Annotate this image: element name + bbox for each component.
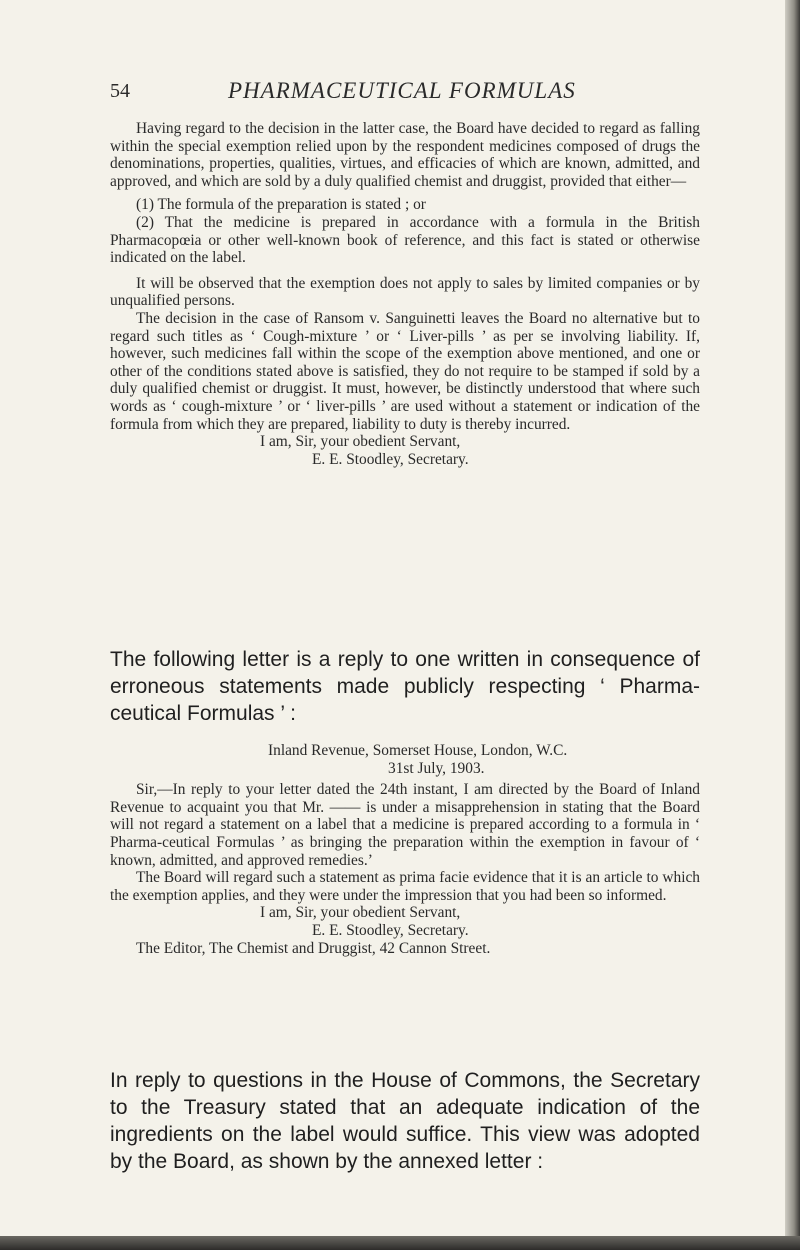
letter1-item1: (1) The formula of the preparation is stated ; or (136, 196, 426, 214)
page-header (110, 74, 710, 108)
letter2-closing: I am, Sir, your obedient Servant, (260, 904, 461, 922)
letter1-item2: (2) That the medicine is prepared in accordance with a formula in the British Pharmacopœia or other well-known book of reference, and this fact is stated or otherwise indicated on the label. (110, 213, 700, 267)
letter1-paragraph2: It will be observed that the exemption does not apply to sales by limited companies or by unqualified persons. (110, 274, 700, 310)
letter2-addressee: The Editor, The Chemist and Druggist, 42 Cannon Street. (136, 939, 491, 957)
intro-two (110, 1067, 700, 1175)
running-head: PHARMACEUTICAL FORMULAS (228, 78, 576, 103)
intro1-text: The following letter is a reply to one written in consequence of erroneous statements made publicly respecting ‘ Pharma-ceutical Formulas ’ : (110, 648, 700, 725)
page-number: 54 (110, 80, 130, 102)
letter1-paragraph1: Having regard to the decision in the latter case, the Board have decided to regard as falling within the special exemption relied upon by the respondent medicines composed of drugs the denominations, properties, qualities, virtues, and efficacies of which are known, admitted, and approved, and which are sold by a duly qualified chemist and druggist, provided that either— (110, 120, 700, 190)
page-edge-shadow (785, 0, 800, 1250)
intro2-text: In reply to questions in the House of Commons, the Secretary to the Treasury stated that an adequate indication of the ingredients on the label would suffice. This view was adopted by the Board, as shown by the annexed letter : (110, 1069, 700, 1173)
letter2-date: 31st July, 1903. (388, 759, 485, 777)
letter1-paragraph3: The decision in the case of Ransom v. Sanguinetti leaves the Board no alternative but to regard such titles as ‘ Cough-mixture ’ or ‘ Liver-pills ’ as per se involving liability. If, however, such medicines fall within the scope of the exemption above mentioned, and one or other of the conditions stated above is satisfied, they do not require to be stamped if sold by a duly qualified chemist or druggist. It must, however, be distinctly understood that where such words as ‘ cough-mixture ’ or ‘ liver-pills ’ are used without a statement or indication of the formula from which they are prepared, liability to duty is thereby incurred. (110, 309, 700, 433)
page-bottom-edge (0, 1236, 800, 1250)
intro-one (110, 646, 700, 727)
letter1-closing: I am, Sir, your obedient Servant, (260, 433, 461, 451)
letter2-signature: E. E. Stoodley, Secretary. (312, 921, 469, 939)
letter2-paragraph1: Sir,—In reply to your letter dated the 24th instant, I am directed by the Board of Inland Revenue to acquaint you that Mr. —— is under a misapprehension in stating that the Board will not regard a statement on a label that a medicine is prepared according to a formula in ‘ Pharma-ceutical Formulas ’ as bringing the preparation within the exemption in favour of ‘ known, admitted, and approved remedies.’ (110, 781, 700, 869)
letter-one (110, 120, 700, 468)
letter1-signature: E. E. Stoodley, Secretary. (312, 450, 469, 468)
letter2-paragraph2: The Board will regard such a statement as prima facie evidence that it is an article to which the exemption applies, and they were under the impression that you had been so informed. (110, 869, 700, 904)
letter2-address: Inland Revenue, Somerset House, London, W.C. (268, 742, 568, 759)
letter-two (110, 742, 700, 957)
